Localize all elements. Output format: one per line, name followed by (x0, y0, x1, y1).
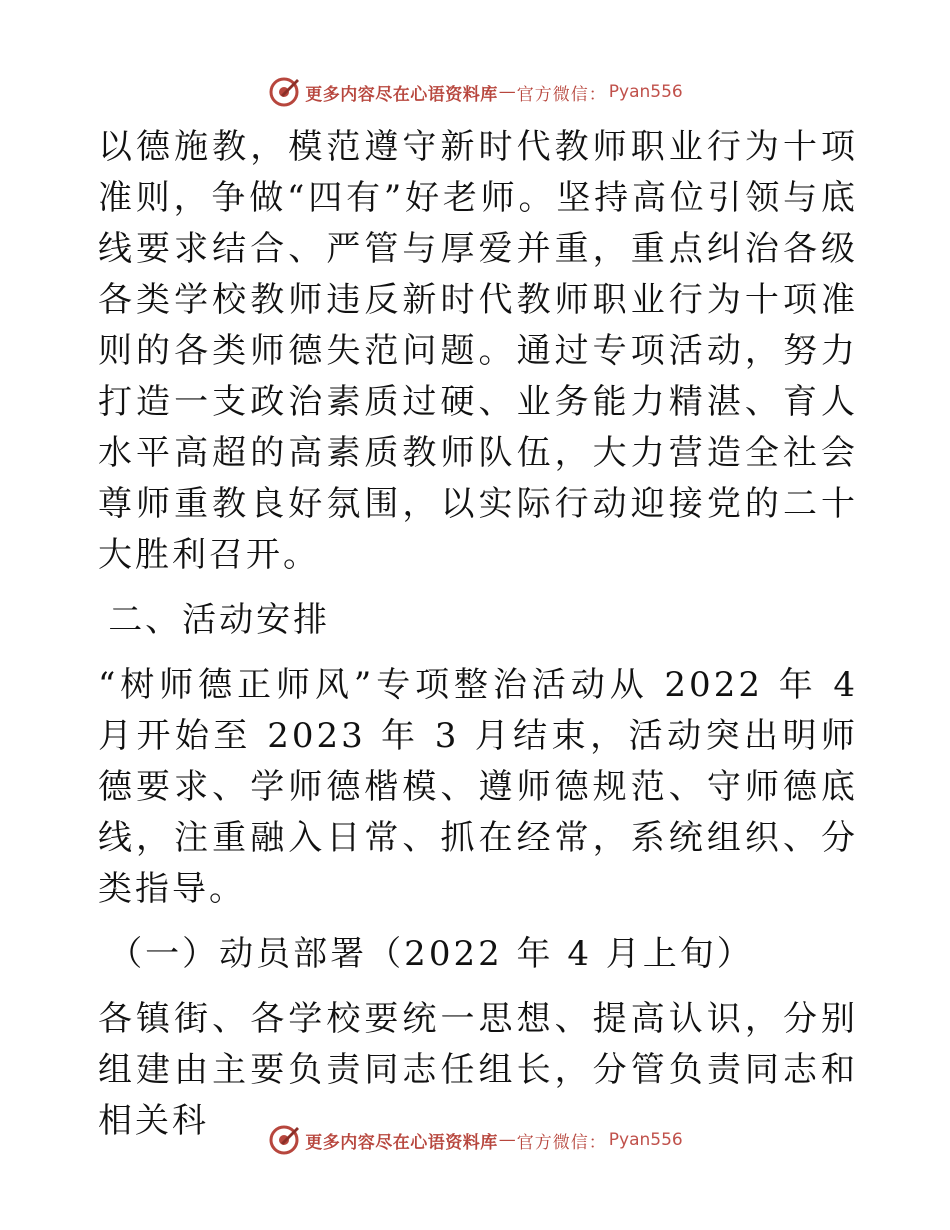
watermark-wechat-id: Pyan556 (608, 1130, 683, 1150)
pen-logo-icon (267, 75, 301, 109)
watermark-sub-text: 官方微信： (516, 84, 607, 105)
footer-watermark (0, 1120, 950, 1160)
watermark-wechat-id: Pyan556 (608, 82, 683, 102)
header-watermark (0, 72, 950, 112)
paragraph-activity-schedule: “树师德正师风”专项整治活动从 2022 年 4 月开始至 2023 年 3 月结束，活动突出明师德要求、学师德楷模、遵师德规范、守师德底线，注重融入日常、抓在经常，系统组织、分类指导。 (98, 665, 858, 909)
watermark-sub-text: 官方微信： (516, 1132, 607, 1153)
watermark-dash: — (498, 82, 516, 102)
subsection-heading-mobilization: （一）动员部署（2022 年 4 月上旬） (108, 934, 754, 974)
watermark-main-text: 更多内容尽在心语资料库 (305, 1132, 498, 1153)
pen-logo-icon (267, 1123, 301, 1157)
section-heading-activity-arrangement: 二、活动安排 (108, 600, 331, 640)
paragraph-goal: 以德施教，模范遵守新时代教师职业行为十项准则，争做“四有”好老师。坚持高位引领与底线要求结合、严管与厚爱并重，重点纠治各级各类学校教师违反新时代教师职业行为十项准则的各类师德失范问题。通过专项活动，努力打造一支政治素质过硬、业务能力精湛、育人水平高超的高素质教师队伍，大力营造全社会尊师重教良好氛围，以实际行动迎接党的二十大胜利召开。 (98, 127, 858, 575)
watermark-dash: — (498, 1130, 516, 1150)
watermark-main-text: 更多内容尽在心语资料库 (305, 84, 498, 105)
document-body (98, 122, 858, 1147)
paragraph-mobilization-detail: 各镇街、各学校要统一思想、提高认识，分别组建由主要负责同志任组长，分管负责同志和相关科 (98, 999, 858, 1141)
